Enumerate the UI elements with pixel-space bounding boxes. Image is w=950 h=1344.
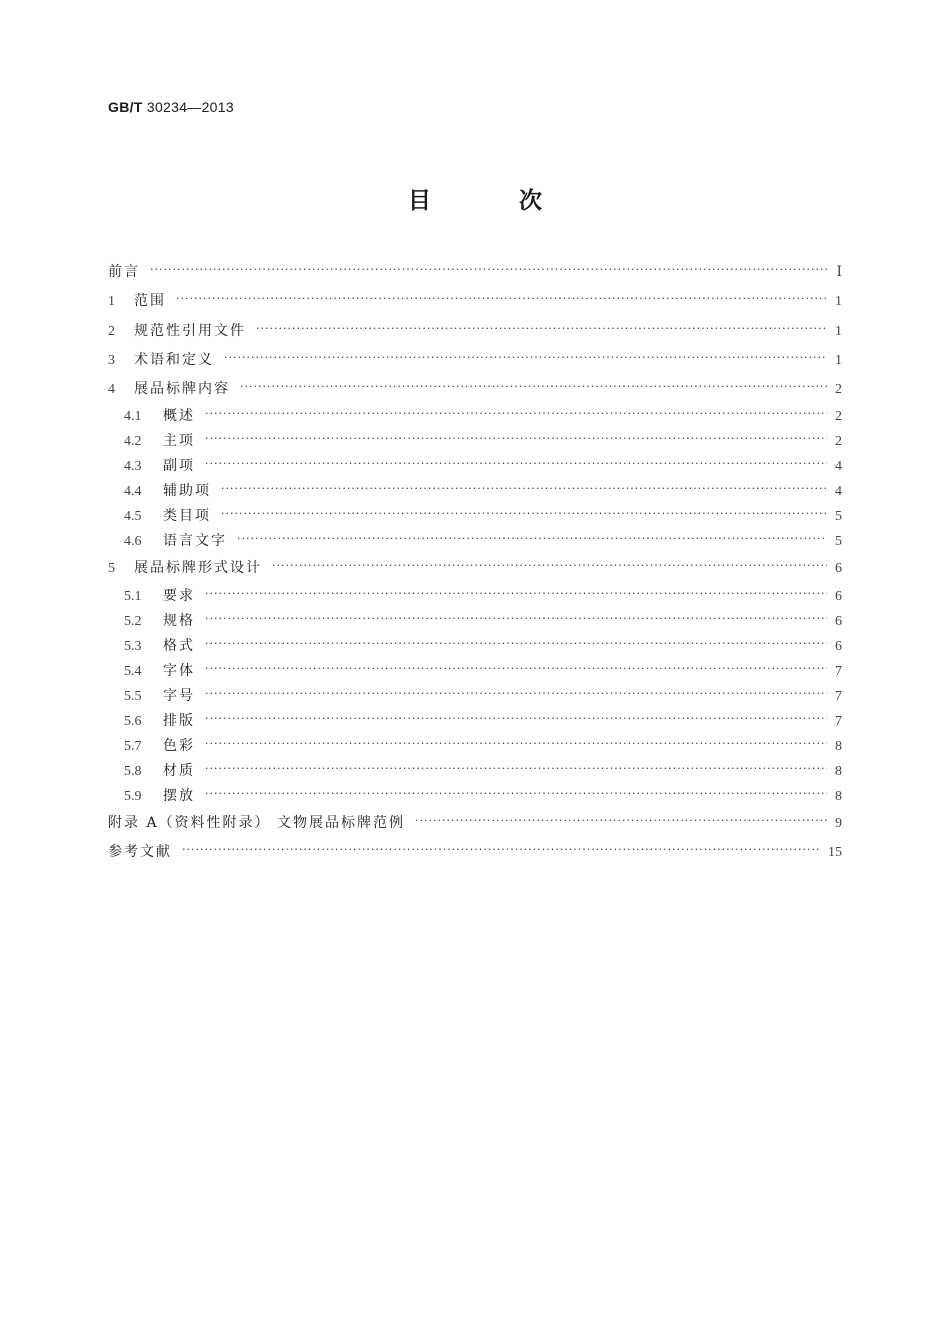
standard-prefix: GB/T <box>108 99 143 115</box>
toc-entry-label: 摆放 <box>163 787 195 804</box>
toc-entry-number: 5.3 <box>124 638 142 654</box>
dot-leader <box>176 284 827 313</box>
dot-leader <box>205 656 827 681</box>
toc-entry-label: 展品标牌内容 <box>134 381 230 398</box>
toc-entry-number: 4.2 <box>124 434 142 450</box>
toc-entry-page: 1 <box>835 323 842 339</box>
toc-entry-page: 15 <box>828 845 842 861</box>
toc-entry-number: 5.2 <box>124 613 142 629</box>
toc-entry-page: 5 <box>835 534 842 550</box>
toc-entry-label: 副项 <box>163 458 195 475</box>
toc-entry-label: 附录 A（资料性附录） 文物展品标牌范例 <box>108 814 406 831</box>
dot-leader <box>182 835 820 864</box>
standard-code <box>108 99 234 115</box>
toc-entry-number: 1 <box>108 294 115 310</box>
toc-entry-number: 4.3 <box>124 459 142 475</box>
toc-entry-page: 1 <box>835 294 842 310</box>
dot-leader <box>237 526 827 551</box>
toc-entry-label: 范围 <box>134 293 166 310</box>
dot-leader <box>205 781 827 806</box>
dot-leader <box>205 606 827 631</box>
toc-entry-label: 要求 <box>163 587 195 604</box>
toc-entry-number: 2 <box>108 323 115 339</box>
toc-entry-number: 4.5 <box>124 509 142 525</box>
toc-entry[interactable] <box>108 317 842 346</box>
toc-entry-number: 4.4 <box>124 484 142 500</box>
toc-entry[interactable] <box>108 346 842 375</box>
toc-entry[interactable] <box>108 554 842 583</box>
dot-leader <box>224 343 827 372</box>
dot-leader <box>205 631 827 656</box>
toc-entry-label: 术语和定义 <box>134 351 214 368</box>
toc-entry-label: 字号 <box>163 687 195 704</box>
toc-entry-number: 3 <box>108 352 115 368</box>
toc-entry-page: 2 <box>835 382 842 398</box>
toc-entry-label: 规范性引用文件 <box>134 322 246 339</box>
toc-entry-page: 7 <box>835 688 842 704</box>
toc-entry-label: 色彩 <box>163 737 195 754</box>
toc-entry-page: 4 <box>835 459 842 475</box>
toc-entry-page: 2 <box>835 409 842 425</box>
toc-entry-number: 4 <box>108 382 115 398</box>
toc-entry-page: 6 <box>835 613 842 629</box>
toc-entry-number: 4.6 <box>124 534 142 550</box>
page-title: 目 次 <box>407 188 582 214</box>
dot-leader <box>205 756 827 781</box>
dot-leader <box>205 581 827 606</box>
toc-entry-label: 语言文字 <box>163 533 227 550</box>
dot-leader <box>205 731 827 756</box>
toc-entry[interactable] <box>108 258 842 287</box>
toc-entry-label: 辅助项 <box>163 483 211 500</box>
dot-leader <box>415 806 827 835</box>
dot-leader <box>205 426 827 451</box>
toc-entry-page: 4 <box>835 484 842 500</box>
toc-entry-page: 5 <box>835 509 842 525</box>
toc-entry-page: Ⅰ <box>836 265 842 280</box>
toc-entry-label: 材质 <box>163 762 195 779</box>
dot-leader <box>221 476 827 501</box>
toc-entry-number: 5.6 <box>124 713 142 729</box>
standard-number: 30234—2013 <box>146 99 234 115</box>
toc-entry-label: 规格 <box>163 612 195 629</box>
toc-entry[interactable] <box>108 838 842 867</box>
toc-entry-number: 5 <box>108 561 115 577</box>
toc-entry-number: 5.4 <box>124 663 142 679</box>
dot-leader <box>205 681 827 706</box>
toc-entry-number: 5.5 <box>124 688 142 704</box>
toc-entry-page: 6 <box>835 638 842 654</box>
toc-entry-page: 1 <box>835 352 842 368</box>
dot-leader <box>205 706 827 731</box>
toc-entry-number: 4.1 <box>124 409 142 425</box>
toc-entry-label: 格式 <box>163 637 195 654</box>
toc-entry-label: 排版 <box>163 712 195 729</box>
toc-entry-label: 字体 <box>163 662 195 679</box>
toc-entry-page: 6 <box>835 561 842 577</box>
toc-entry-label: 展品标牌形式设计 <box>134 560 262 577</box>
toc-entry[interactable] <box>108 287 842 316</box>
toc-entry-page: 2 <box>835 434 842 450</box>
toc-entry-label: 主项 <box>163 433 195 450</box>
dot-leader <box>205 401 827 426</box>
toc-entry-page: 6 <box>835 588 842 604</box>
toc-entry-label: 类目项 <box>163 508 211 525</box>
dot-leader <box>150 255 828 284</box>
toc-entry-page: 9 <box>835 815 842 831</box>
toc-entry-number: 5.8 <box>124 763 142 779</box>
toc-entry-page: 8 <box>835 738 842 754</box>
toc-entry-label: 参考文献 <box>108 844 172 861</box>
dot-leader <box>205 451 827 476</box>
toc-entry-page: 8 <box>835 788 842 804</box>
toc-entry-page: 7 <box>835 713 842 729</box>
toc-entry-label: 概述 <box>163 408 195 425</box>
dot-leader <box>256 314 827 343</box>
table-of-contents <box>108 258 842 867</box>
dot-leader <box>221 501 827 526</box>
toc-entry-number: 5.7 <box>124 738 142 754</box>
toc-entry[interactable] <box>108 375 842 404</box>
toc-entry[interactable] <box>108 809 842 838</box>
toc-entry-page: 8 <box>835 763 842 779</box>
dot-leader <box>272 551 827 580</box>
toc-entry-label: 前言 <box>108 264 140 280</box>
toc-entry-number: 5.1 <box>124 588 142 604</box>
toc-entry-page: 7 <box>835 663 842 679</box>
dot-leader <box>240 372 827 401</box>
toc-entry-number: 5.9 <box>124 788 142 804</box>
